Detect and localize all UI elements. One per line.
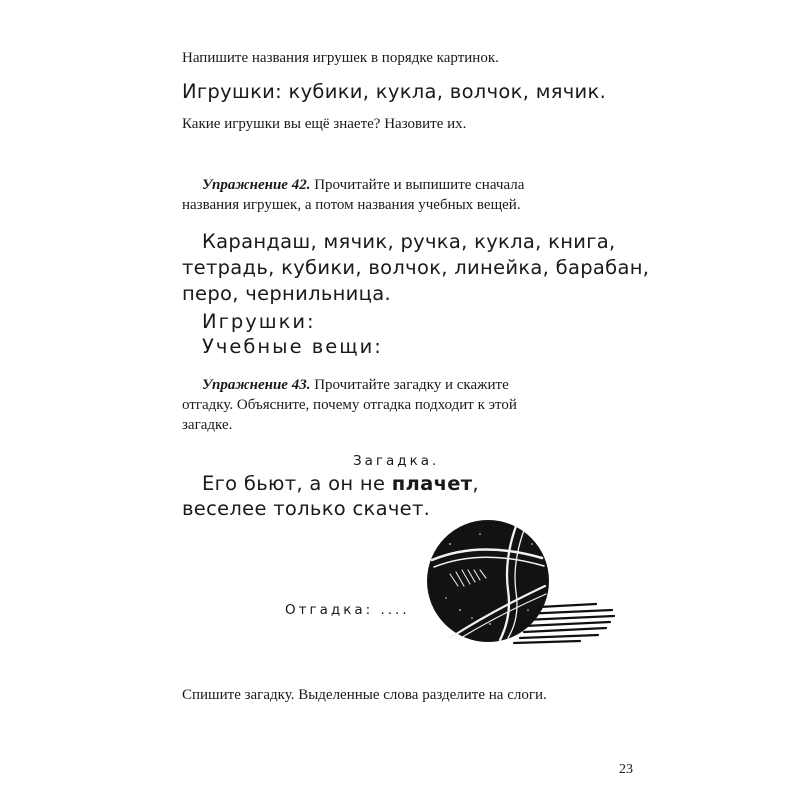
instruction-text: Напишите названия игрушек в порядке картинок. <box>182 50 499 66</box>
question-text: Какие игрушки вы ещё знаете? Назовите их. <box>182 116 467 132</box>
exercise-43-task-line-2: отгадку. Объясните, почему отгадка подходит к этой <box>182 397 517 413</box>
riddle-line-1-end: , <box>472 472 479 495</box>
copy-task-text: Спишите загадку. Выделенные слова разделите на слоги. <box>182 687 547 703</box>
words-line-2: тетрадь, кубики, волчок, линейка, барабан, <box>182 256 650 279</box>
words-line-1: Карандаш, мячик, ручка, кукла, книга, <box>202 230 616 253</box>
ball-body <box>427 520 549 642</box>
exercise-42-task-line-1 <box>202 177 524 194</box>
riddle-title: Загадка. <box>353 453 440 469</box>
toys-list: Игрушки: кубики, кукла, волчок, мячик. <box>182 80 607 103</box>
riddle-line-1-start: Его бьют, а он не <box>202 472 392 495</box>
exercise-43-task-line-3: загадке. <box>182 417 233 433</box>
exercise-43-label: Упражнение 43. <box>202 377 311 393</box>
exercise-42-task-line-2: названия игрушек, а потом названия учебных вещей. <box>182 197 521 213</box>
school-items-heading: Учебные вещи: <box>202 335 383 358</box>
exercise-43-task-start: Прочитайте загадку и скажите <box>310 377 509 393</box>
riddle-highlighted-word: плачет <box>391 472 473 495</box>
riddle-line-1 <box>202 472 479 495</box>
answer-label: Отгадка: .... <box>285 602 410 618</box>
exercise-42-task-start: Прочитайте и выпишите сначала <box>310 177 525 193</box>
ball-illustration <box>420 520 620 650</box>
page-number: 23 <box>619 762 633 777</box>
riddle-line-2: веселее только скачет. <box>182 497 431 520</box>
exercise-43-task-line-1 <box>202 377 509 394</box>
words-line-3: перо, чернильница. <box>182 282 391 305</box>
exercise-42-label: Упражнение 42. <box>202 177 311 193</box>
toys-heading: Игрушки: <box>202 310 316 333</box>
